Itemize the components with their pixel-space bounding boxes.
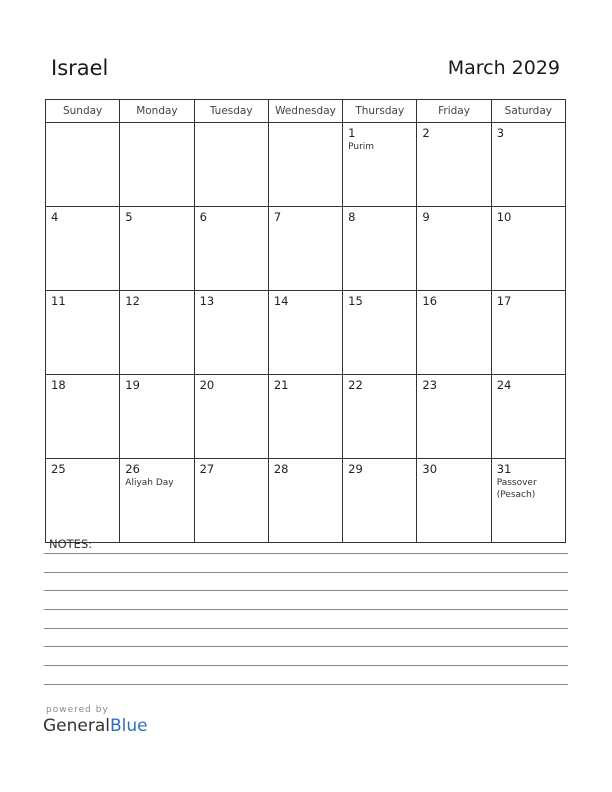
day-cell (417, 123, 491, 207)
notes-line (44, 646, 568, 647)
calendar-grid (45, 99, 566, 543)
day-cell (120, 207, 194, 291)
day-cell (417, 459, 491, 543)
day-cell (268, 207, 342, 291)
holiday-label: Aliyah Day (125, 478, 174, 488)
weekday-header: Saturday (491, 100, 565, 123)
day-cell (343, 375, 417, 459)
day-cell (46, 207, 120, 291)
day-cell (417, 207, 491, 291)
day-number: 15 (348, 294, 363, 308)
day-cell (491, 375, 565, 459)
day-cell (120, 291, 194, 375)
week-row (46, 375, 566, 459)
day-number: 16 (422, 294, 438, 308)
generalblue-logo (43, 716, 148, 736)
day-number: 22 (348, 378, 363, 392)
day-cell (194, 291, 268, 375)
day-number: 30 (422, 462, 438, 476)
day-number: 12 (125, 294, 140, 308)
notes-line (44, 572, 568, 573)
day-cell (491, 291, 565, 375)
day-number: 2 (422, 126, 430, 140)
day-cell (120, 375, 194, 459)
notes-line (44, 590, 568, 591)
day-number: 6 (199, 210, 207, 224)
day-cell (194, 123, 268, 207)
day-number: 4 (51, 210, 59, 224)
day-number: 20 (199, 378, 215, 392)
day-cell (46, 291, 120, 375)
day-cell (343, 123, 417, 207)
week-row (46, 291, 566, 375)
day-cell (343, 291, 417, 375)
notes-line (44, 609, 568, 610)
notes-line (44, 684, 568, 685)
day-number: 17 (496, 294, 512, 308)
day-number: 18 (51, 378, 66, 392)
day-cell (120, 459, 194, 543)
day-cell (343, 207, 417, 291)
day-cell (491, 207, 565, 291)
day-number: 28 (273, 462, 289, 476)
weekday-header: Monday (120, 100, 194, 123)
brand-general: General (43, 716, 110, 736)
day-number: 31 (496, 462, 512, 476)
week-row (46, 123, 566, 207)
day-cell (194, 375, 268, 459)
day-number: 3 (496, 126, 505, 140)
day-cell (268, 123, 342, 207)
powered-by-text: powered by (46, 705, 109, 715)
day-number: 13 (199, 294, 215, 308)
day-number: 24 (496, 378, 512, 392)
day-cell (46, 459, 120, 543)
day-number: 9 (422, 210, 430, 224)
day-number: 27 (199, 462, 215, 476)
day-cell (46, 123, 120, 207)
day-cell (491, 459, 565, 543)
day-number: 11 (51, 294, 66, 308)
day-number: 14 (273, 294, 289, 308)
day-cell (417, 375, 491, 459)
day-number: 10 (496, 210, 512, 224)
day-number: 25 (51, 462, 66, 476)
day-cell (268, 375, 342, 459)
day-number: 29 (348, 462, 363, 476)
brand-blue: Blue (110, 716, 148, 736)
day-cell (343, 459, 417, 543)
day-cell (417, 291, 491, 375)
day-cell (120, 123, 194, 207)
holiday-label: Purim (348, 142, 375, 152)
day-number: 1 (348, 126, 356, 140)
day-cell (491, 123, 565, 207)
weekday-header: Sunday (46, 100, 120, 123)
day-cell (194, 459, 268, 543)
week-row (46, 459, 566, 543)
day-number: 26 (125, 462, 140, 476)
weekday-header: Thursday (343, 100, 417, 123)
day-number: 7 (273, 210, 282, 224)
day-number: 19 (125, 378, 140, 392)
day-number: 8 (348, 210, 356, 224)
month-year-title: March 2029 (447, 57, 560, 79)
day-number: 5 (125, 210, 133, 224)
notes-line (44, 665, 568, 666)
day-number: 23 (422, 378, 438, 392)
notes-line (44, 628, 568, 629)
holiday-label: Passover (Pesach) (496, 478, 537, 500)
day-number: 21 (273, 378, 289, 392)
notes-line (44, 553, 568, 554)
day-cell (268, 291, 342, 375)
weekday-header: Friday (417, 100, 491, 123)
weekday-header: Wednesday (268, 100, 342, 123)
day-cell (46, 375, 120, 459)
country-title: Israel (51, 56, 109, 80)
weekday-header: Tuesday (194, 100, 268, 123)
weekday-header-row (46, 100, 566, 123)
day-cell (194, 207, 268, 291)
notes-label: NOTES: (49, 537, 93, 551)
week-row (46, 207, 566, 291)
day-cell (268, 459, 342, 543)
